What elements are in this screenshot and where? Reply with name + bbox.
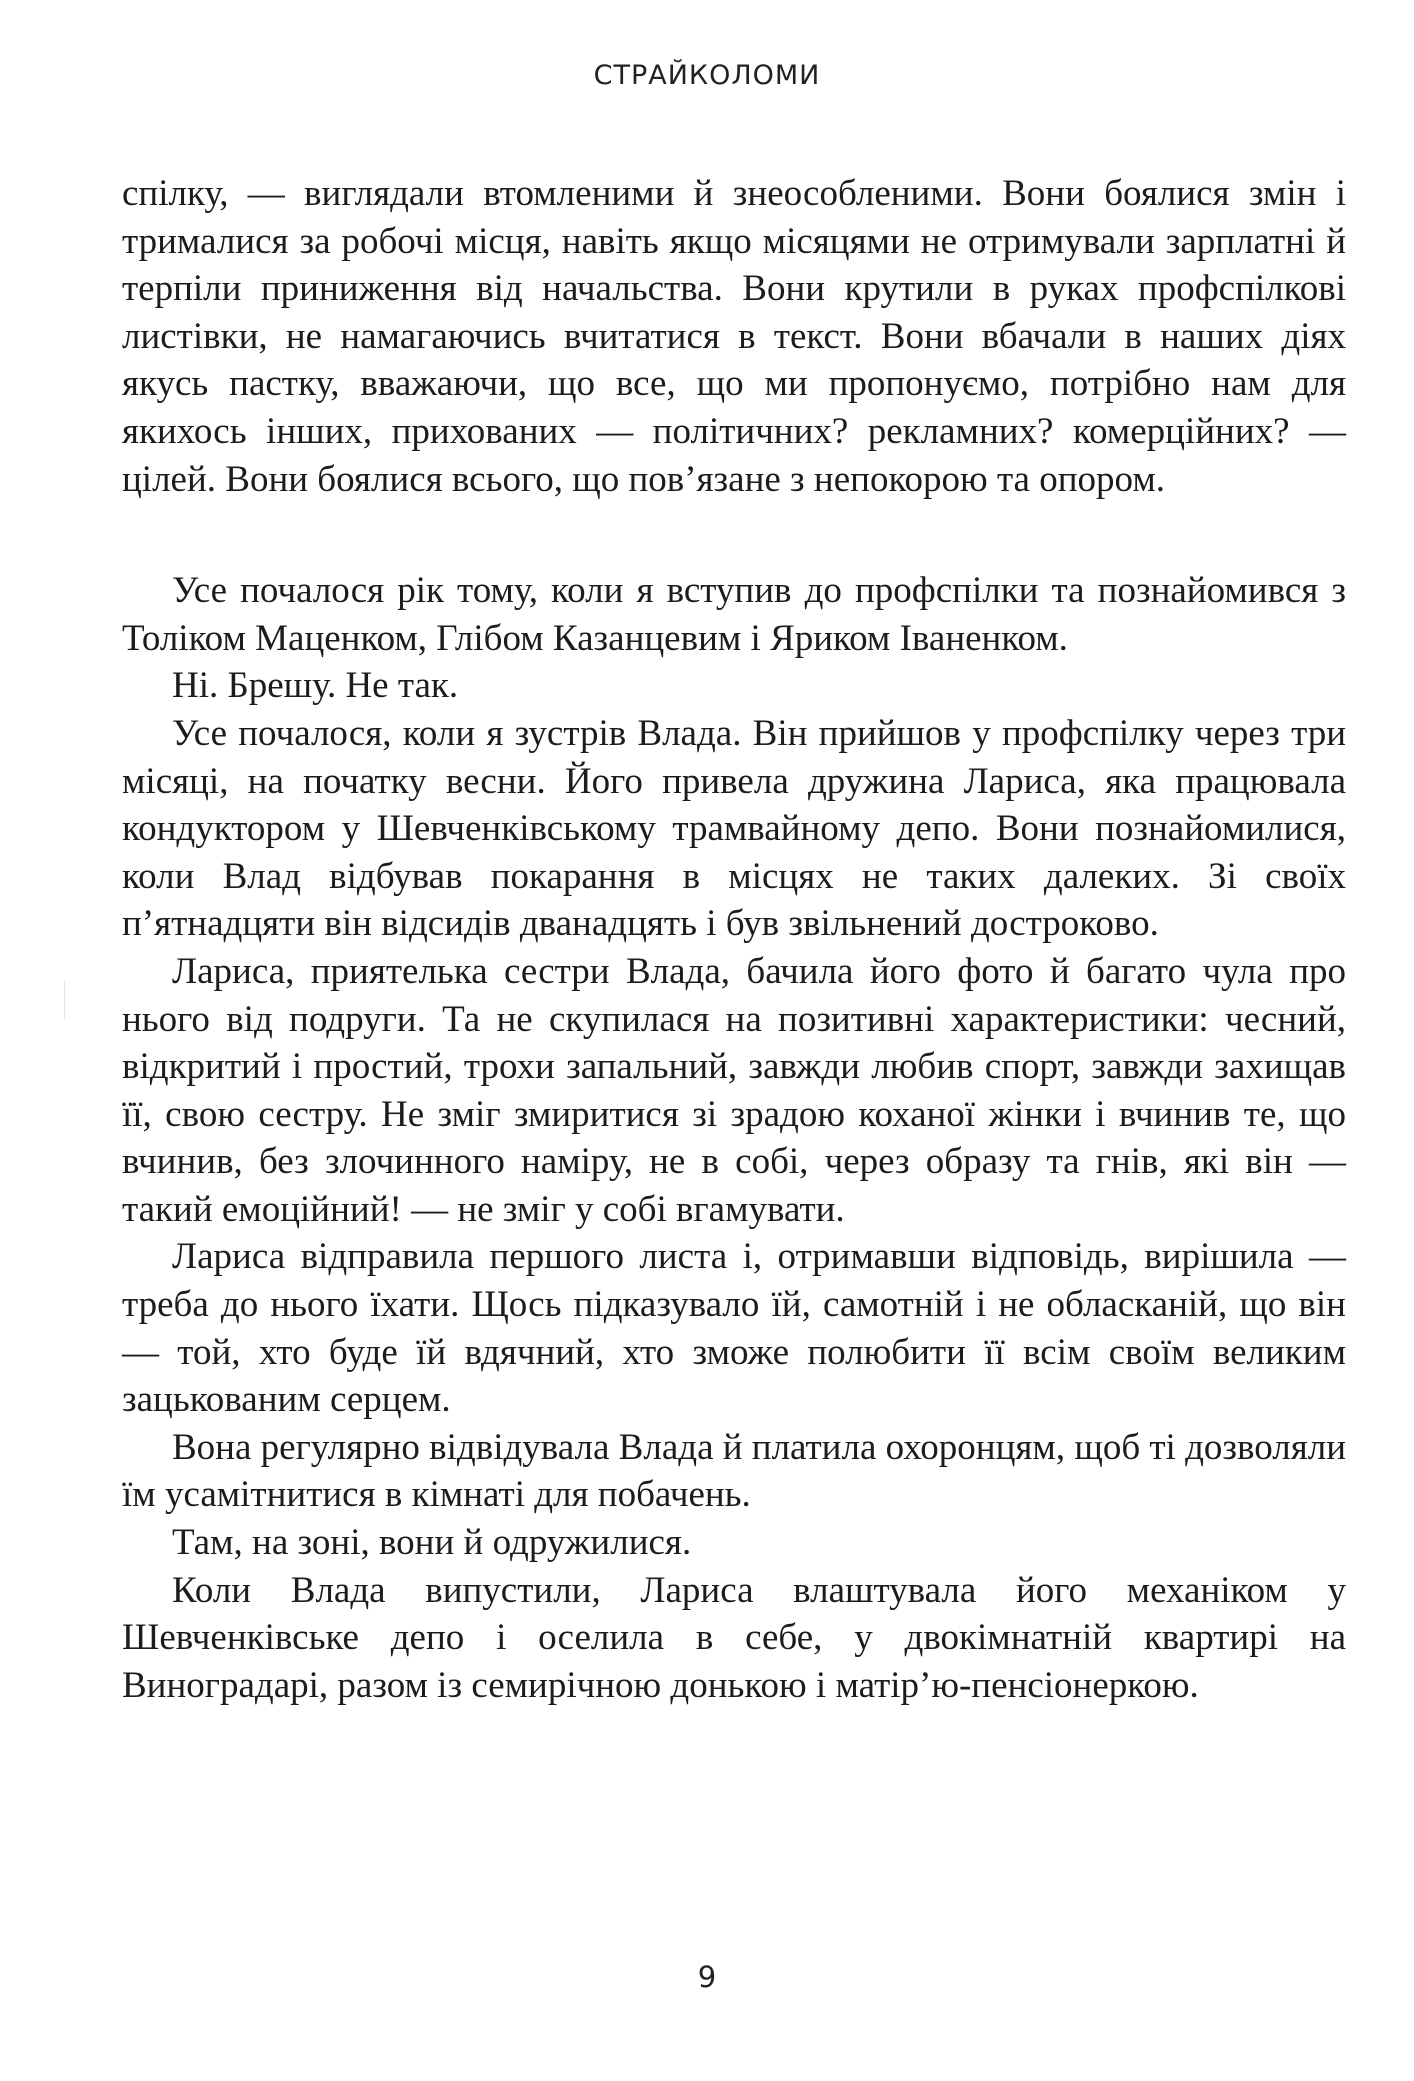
paragraph: Лариса, приятелька сестри Влада, бачила його фото й багато чула про нього від подруги. Та не скупилася на позитивні характеристики: чесний, відкритий і простий, трохи запальний, завжди любив спорт, завжди захищав її, свою сестру. Не зміг змиритися зі зрадою коханої жінки і вчинив те, що вчинив, без злочинного наміру, не в собі, через образу та гнів, які він — такий емоційний! — не зміг у собі вгамувати. [122, 950, 1346, 1230]
paragraph: Усе почалося рік тому, коли я вступив до профспілки та познайомився з Толіком Маценком, Глібом Казанцевим і Яриком Іваненком. [122, 570, 1346, 659]
running-head: СТРАЙКОЛОМИ [593, 60, 821, 91]
paragraph: Усе почалося, коли я зустрів Влада. Він прийшов у профспілку через три місяці, на початку весни. Його привела дружина Лариса, яка працювала кондуктором у Шевченківському трамвайному депо. Вони познайомилися, коли Влад відбував покарання в місцях не таких далеких. Зі своїх п’ятнадцяти він відсидів дванадцять і був звільнений достроково. [122, 712, 1346, 945]
paragraph-continued: спілку, — виглядали втомленими й знеособленими. Вони боялися змін і трималися за робочі місця, навіть якщо місяцями не отримували зарплатні й терпіли приниження від начальства. Вони крутили в руках профспілкові листівки, не намагаючись вчитатися в текст. Вони вбачали в наших діях якусь пастку, вважаючи, що все, що ми пропонуємо, потрібно нам для якихось інших, прихованих — політичних? рекламних? комерційних? — цілей. Вони боялися всього, що пов’язане з непокорою та опором. [122, 173, 1346, 500]
body-text [122, 170, 1346, 1709]
page-number: 9 [697, 1960, 717, 1994]
paragraph: Ні. Брешу. Не так. [172, 665, 459, 707]
scan-artifact [64, 980, 65, 1020]
paragraph: Вона регулярно відвідувала Влада й платила охоронцям, щоб ті дозволяли їм усамітнитися в кімнаті для побачень. [122, 1426, 1347, 1516]
paragraph: Коли Влада випустили, Лариса влаштувала його механіком у Шевченківське депо і оселила в себе, у двокімнатній квартирі на Виноградарі, разом із семирічною донькою і матір’ю-пенсіонеркою. [122, 1569, 1346, 1706]
paragraph: Лариса відправила першого листа і, отримавши відповідь, вирішила — треба до нього їхати. Щось підказувало їй, самотній і не обласканій, що він — той, хто буде їй вдячний, хто зможе полюбити її всім своїм великим зацькованим серцем. [122, 1236, 1346, 1421]
paragraph: Там, на зоні, вони й одружилися. [172, 1522, 692, 1564]
